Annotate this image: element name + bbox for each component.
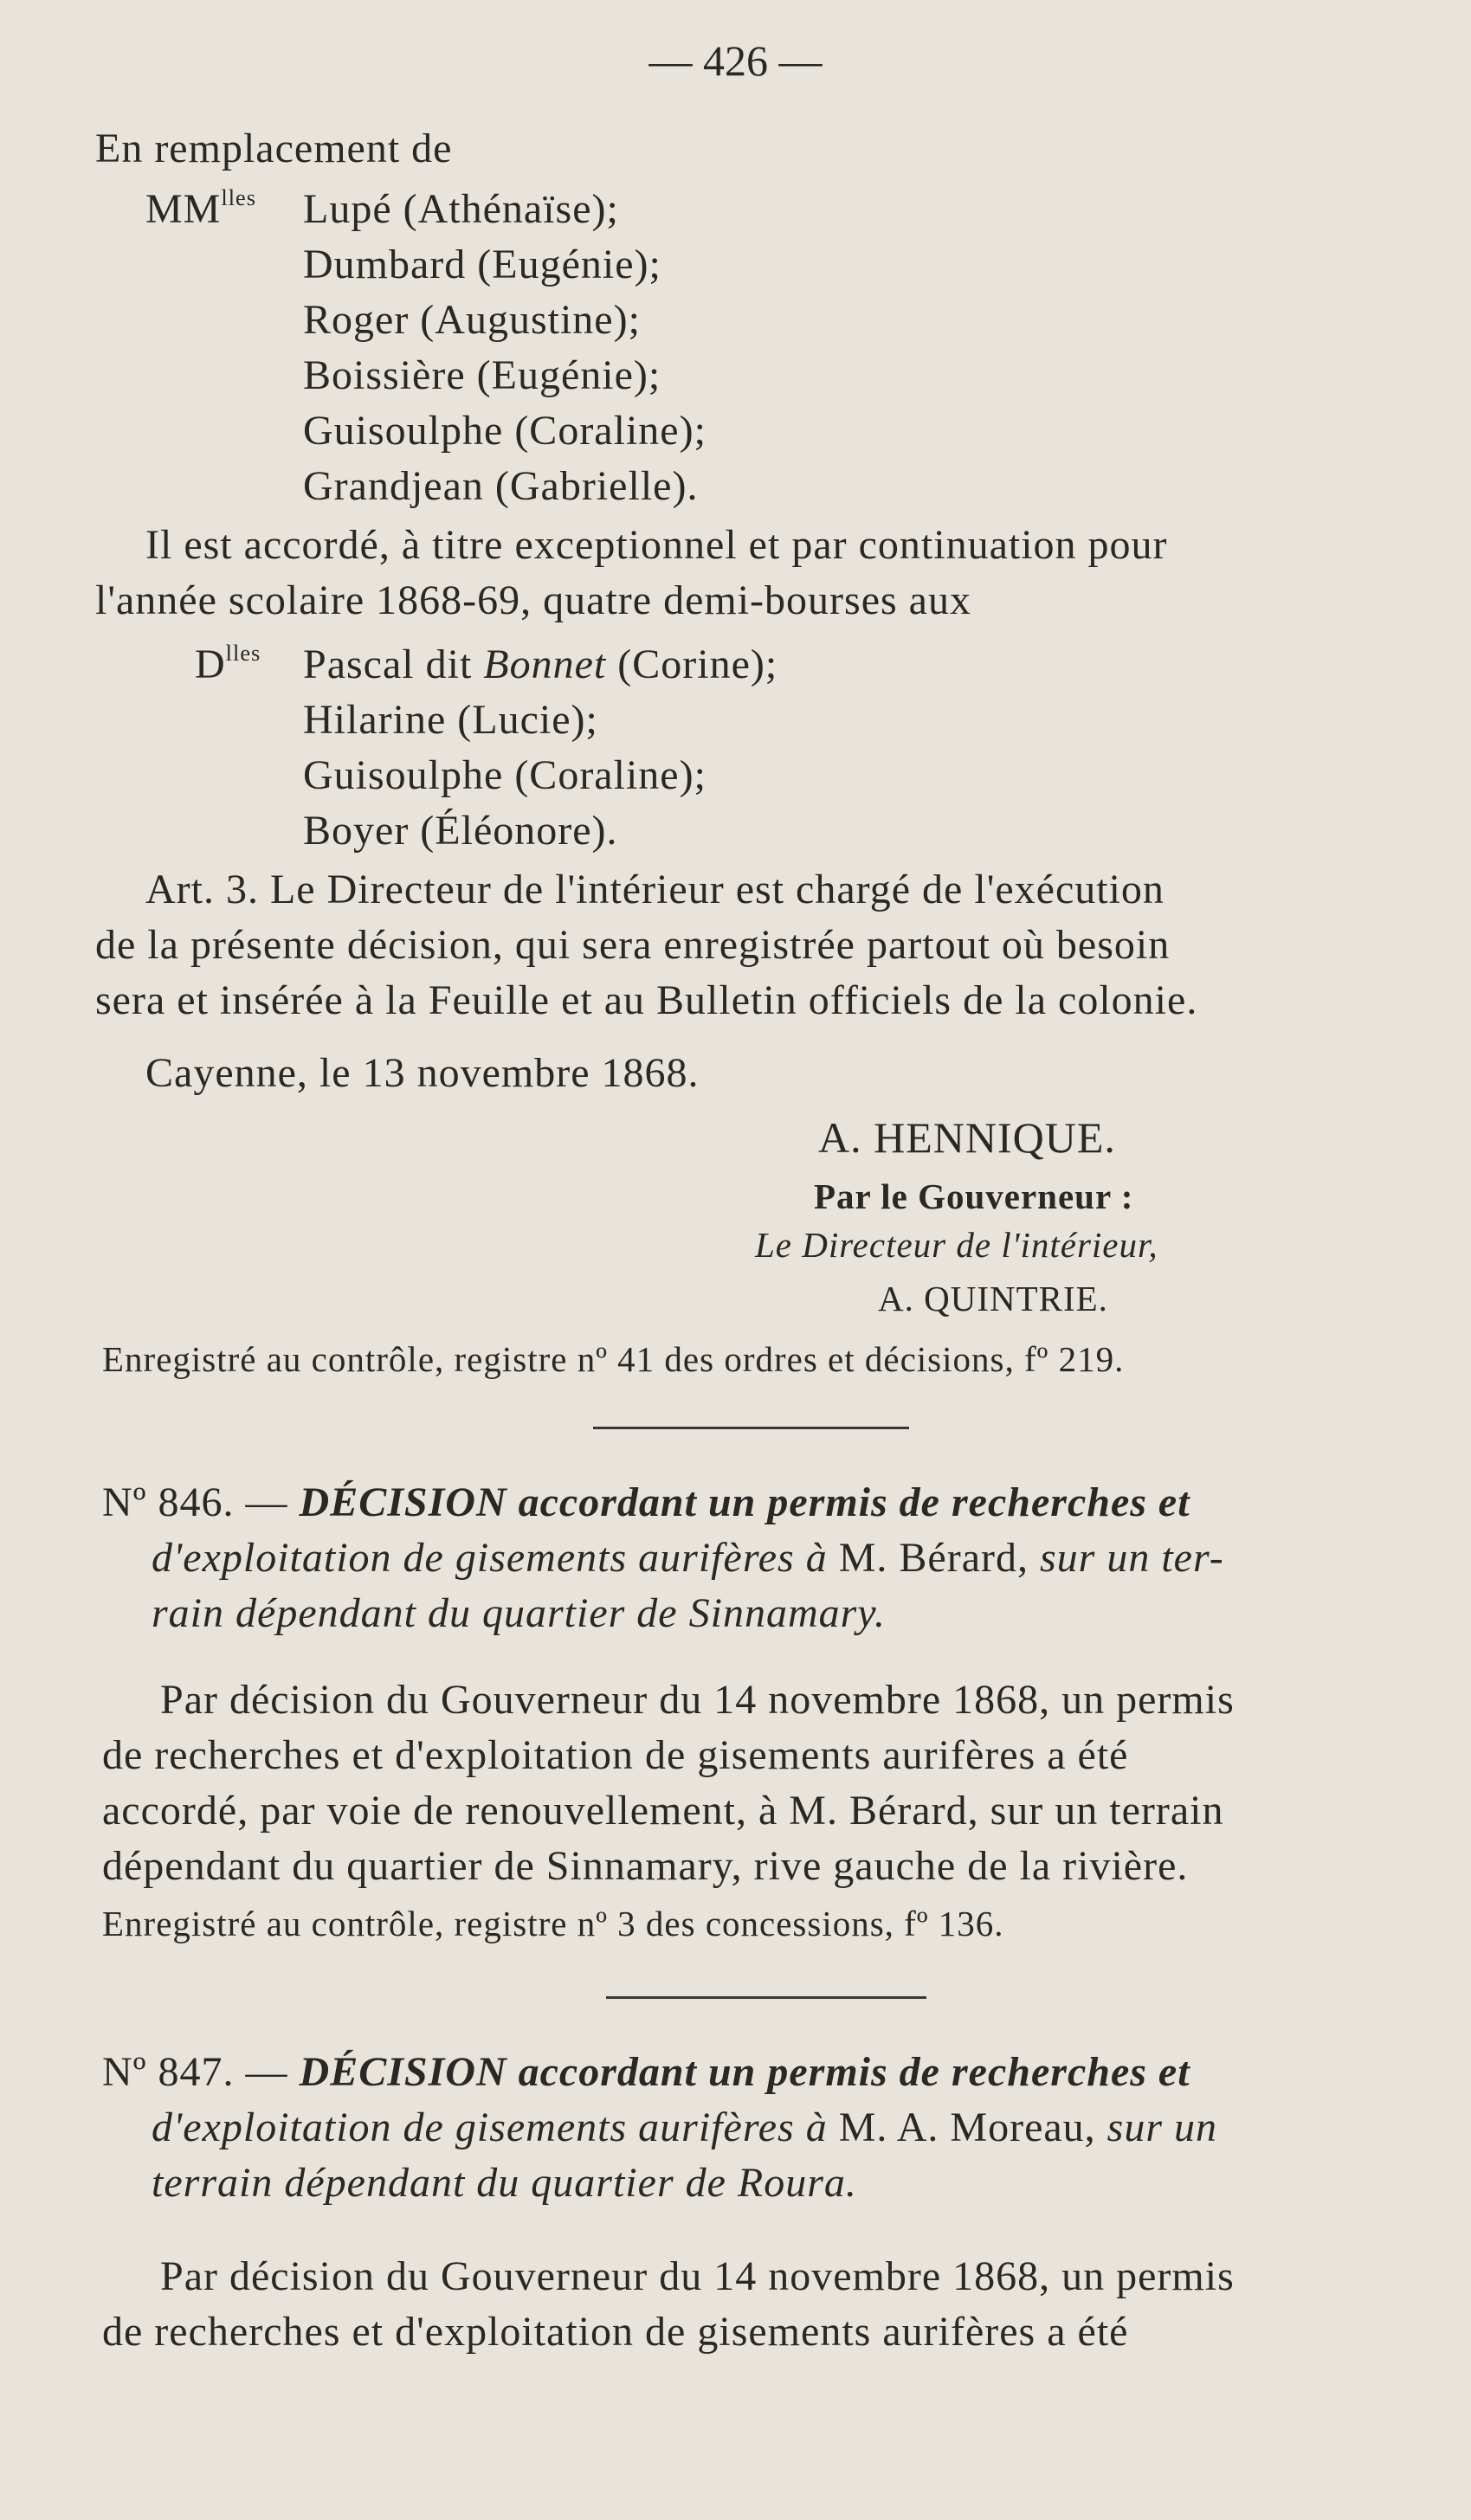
decision-846-body-line: de recherches et d'exploitation de gisements aurifères a été — [102, 1732, 1129, 1778]
name-item: Guisoulphe (Coraline); — [303, 752, 706, 798]
section-divider — [593, 1427, 909, 1429]
dlles-prefix: $D^{lles}$ — [195, 640, 261, 687]
decision-846-body-line: Par décision du Gouverneur du 14 novembre 1868, un permis — [160, 1677, 1235, 1723]
name-item: Guisoulphe (Coraline); — [303, 408, 706, 454]
page-number: — 426 — — [648, 36, 823, 85]
name-item: Pascal dit Bonnet (Corine); — [303, 641, 778, 687]
paragraph-line: l'année scolaire 1868-69, quatre demi-bourses aux — [95, 577, 971, 623]
name-item: Dumbard (Eugénie); — [303, 242, 661, 287]
name-item: Grandjean (Gabrielle). — [303, 463, 699, 509]
decision-846-body-line: dépendant du quartier de Sinnamary, rive gauche de la rivière. — [102, 1843, 1189, 1889]
name-item: Hilarine (Lucie); — [303, 697, 598, 743]
registration-note: Enregistré au contrôle, registre nº 3 des concessions, fº 136. — [102, 1904, 1004, 1943]
decision-847-heading-line: terrain dépendant du quartier de Roura. — [152, 2160, 857, 2206]
mlles-prefix: $MM^{lles}$ — [145, 184, 257, 232]
decision-846-body-line: accordé, par voie de renouvellement, à M. Bérard, sur un terrain — [102, 1788, 1224, 1834]
signatory-name: A. HENNIQUE. — [818, 1113, 1116, 1162]
director-name: A. QUINTRIE. — [878, 1279, 1108, 1318]
section-divider — [606, 1996, 926, 1999]
registration-note: Enregistré au contrôle, registre nº 41 des ordres et décisions, fº 219. — [102, 1339, 1125, 1379]
name-item: Lupé (Athénaïse); — [303, 186, 619, 232]
name-item: Boissière (Eugénie); — [303, 352, 661, 398]
name-item: Boyer (Éléonore). — [303, 808, 618, 854]
decision-847-body-line: Par décision du Gouverneur du 14 novembre 1868, un permis — [160, 2253, 1235, 2299]
by-governor: Par le Gouverneur : — [814, 1176, 1134, 1216]
replacement-intro: En remplacement de — [95, 126, 453, 171]
article-3-line: Art. 3. Le Directeur de l'intérieur est chargé de l'exécution — [145, 867, 1165, 912]
name-item: Roger (Augustine); — [303, 297, 641, 343]
decision-847-heading-line: d'exploitation de gisements aurifères à M. A. Moreau, sur un — [152, 2104, 1218, 2150]
paragraph-line: Il est accordé, à titre exceptionnel et par continuation pour — [145, 522, 1168, 568]
director-title: Le Directeur de l'intérieur, — [755, 1225, 1158, 1265]
article-3-line: sera et insérée à la Feuille et au Bulletin officiels de la colonie. — [95, 977, 1198, 1023]
article-3-line: de la présente décision, qui sera enregistrée partout où besoin — [95, 922, 1171, 968]
place-date: Cayenne, le 13 novembre 1868. — [145, 1050, 700, 1096]
decision-847-body-line: de recherches et d'exploitation de gisements aurifères a été — [102, 2309, 1129, 2355]
decision-846-heading-line: d'exploitation de gisements aurifères à M. Bérard, sur un ter- — [152, 1535, 1224, 1581]
decision-846-heading: Nº 846. — DÉCISION accordant un permis de recherches et — [102, 1479, 1190, 1525]
decision-846-heading-line: rain dépendant du quartier de Sinnamary. — [152, 1590, 886, 1636]
decision-847-heading: Nº 847. — DÉCISION accordant un permis de recherches et — [102, 2049, 1190, 2095]
